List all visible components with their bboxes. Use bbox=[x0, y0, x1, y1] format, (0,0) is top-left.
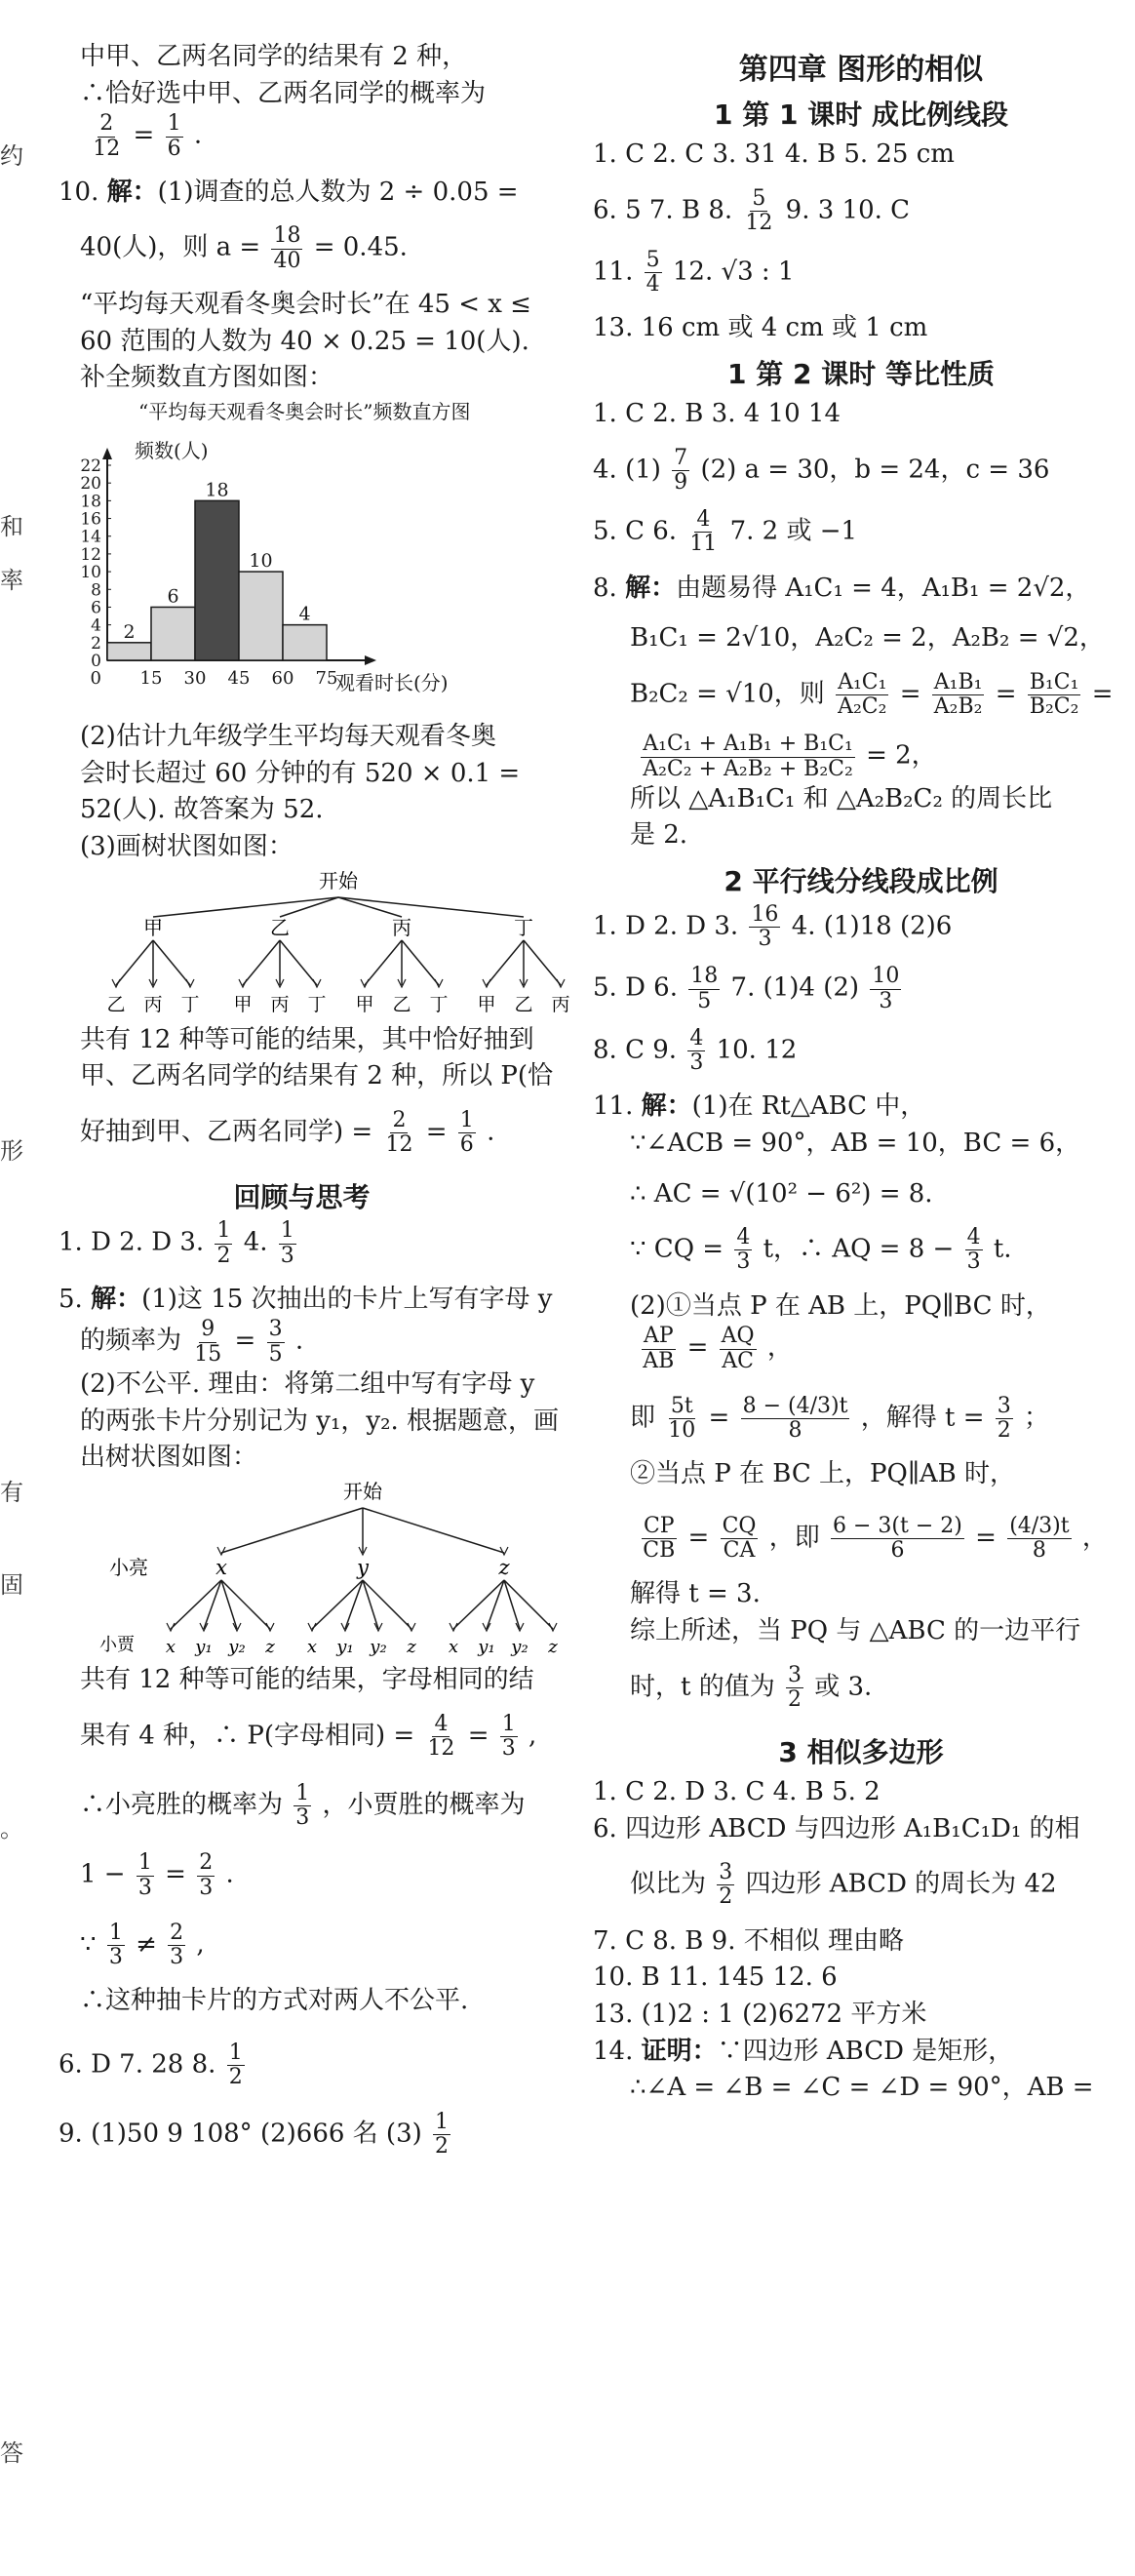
section-heading: 回顾与思考 bbox=[233, 1181, 371, 1214]
tree-leaf: z bbox=[407, 1636, 416, 1657]
edge-char: 有 bbox=[0, 1479, 23, 1506]
tree-arrow bbox=[435, 979, 443, 987]
x-tick-label: 45 bbox=[227, 667, 251, 689]
y-tick-label: 12 bbox=[80, 544, 101, 565]
tree-branch bbox=[221, 1508, 363, 1553]
x-axis-arrow bbox=[365, 655, 376, 665]
tree-leaf: y₂ bbox=[511, 1636, 528, 1657]
edge-char: 固 bbox=[0, 1571, 23, 1599]
question-8: 8. 解：由题易得 A₁C₁ = 4，A₁B₁ = 2√2， bbox=[593, 573, 1091, 603]
tree-arrow bbox=[112, 979, 120, 987]
y-axis-arrow bbox=[102, 448, 112, 459]
tree-arrow bbox=[557, 979, 565, 987]
tree-leaf: 甲 bbox=[477, 993, 496, 1015]
y-tick-label: 16 bbox=[80, 509, 101, 530]
edge-char: 和 bbox=[0, 513, 23, 540]
frequency-histogram bbox=[80, 397, 607, 719]
fraction: $\frac{18}{40}$ bbox=[273, 223, 301, 273]
y-axis-label: 频数(人) bbox=[135, 438, 209, 462]
tree-leaf: 甲 bbox=[355, 993, 374, 1015]
section-heading: 1 第 2 课时 等比性质 bbox=[727, 358, 995, 391]
fraction: $\frac{3}{2}$ bbox=[719, 1860, 733, 1910]
left-column: 中甲、乙两名同学的结果有 2 种， ∴恰好选中甲、乙两名同学的概率为 $\frac{2}{12}$ = $\frac{1}{6}$ . 10. 解：(1)调查的总人数为 2 ÷ 0.05 = 40(人)，则 a = $\frac{18}{40}$ = 0.45. “平均每天观看冬奥会时长”在 45 < x ≤ 60 范围的人数为 40 × 0.25 = 10(人). 补全频数直方图如图： “平均每天观看冬奥会时长”频数直方图 频数(人) 观看时长(分) 0 2 4 6 8 10 12 14 16 18 20 22 2 6 18 10 4 15 30 45 60 75 0 (2)估计九年级学生平均每天观看冬奥 会时长超过 60 分钟的有 520 × 0.1 = 52(人). 故答案为 52. (3)画树状图如图： 开始 甲 乙 丙 丁 乙 甲 丙 丁 丙 甲 乙 丁 丁 甲 乙 丙 共有 12 种等可能的结果，其中恰好抽到 甲、乙两名同学的结果有 2 种，所以 P(恰 好抽到甲、乙两名同学) = $\frac{2}{12}$ = $\frac{1}{6}$ . 回顾与思考 1. D 2. D 3. $\frac{1}{2}$ 4. $\frac{1}{3}$ 5. 解：(1)这 15 次抽出的卡片上写有字母 y 的频率为 $\frac{9}{15}$ = $\frac{3}{5}$ . (2)不公平. 理由：将第二组中写有字母 y 的两张卡片分别记为 y₁，y₂. 根据题意，画 出树状图如图： 开始 小亮 小贾 x x y₁ y₂ z y x y₁ y₂ z z x y₁ y₂ z 共有 12 种等可能的结果，字母相同的结 果有 4 种，∴ P(字母相同) = $\frac{4}{12}$ = $\frac{1}{3}$ , ∴小亮胜的概率为 $\frac{1}{3}$ ，小贾胜的概率为 1 − $\frac{1}{3}$ = $\frac{2}{3}$ . ∵ $\frac{1}{3}$ ≠ $\frac{2}{3}$ , ∴这种抽卡片的方式对两人不公平. 6. D 7. 28 8. $\frac{1}{2}$ 9. (1)50 9 108° (2)666 名 (3) $\frac{1}{2}$ bbox=[21, 39, 582, 2160]
fraction: $\frac{CP}{CB}$ bbox=[643, 1513, 676, 1563]
y-tick-label: 8 bbox=[91, 580, 101, 601]
y-tick-label: 10 bbox=[80, 562, 101, 582]
fraction: $\frac{1}{3}$ bbox=[137, 1850, 152, 1900]
y-tick-label: 0 bbox=[91, 651, 101, 671]
edge-char: 答 bbox=[0, 2439, 23, 2467]
edge-char: 约 bbox=[0, 142, 23, 170]
tree-leaf: 丙 bbox=[551, 993, 570, 1015]
question-10: 10. 解：(1)调查的总人数为 2 ÷ 0.05 = bbox=[59, 177, 519, 207]
fraction: $\frac{1}{2}$ bbox=[216, 1218, 231, 1268]
fraction: $\frac{5}{4}$ bbox=[646, 248, 660, 297]
fraction: $\frac{AP}{AB}$ bbox=[643, 1324, 675, 1373]
fraction: $\frac{5t}{10}$ bbox=[668, 1393, 696, 1443]
tree-branch bbox=[524, 940, 561, 985]
fraction: $\frac{\text{B₁C₁}}{\text{B₂C₂}}$ bbox=[1029, 669, 1079, 720]
tree-branch bbox=[365, 940, 402, 985]
fraction: $\frac{4}{3}$ bbox=[736, 1225, 751, 1275]
fraction: $\frac{2}{3}$ bbox=[199, 1850, 214, 1900]
y-tick-label: 2 bbox=[91, 633, 101, 654]
y-tick-label: 4 bbox=[91, 615, 101, 636]
histogram-bar bbox=[107, 643, 151, 660]
histogram-bar bbox=[283, 625, 327, 660]
section-heading: 3 相似多边形 bbox=[778, 1735, 944, 1768]
tree-diagram-students bbox=[80, 866, 607, 1022]
tree-leaf: x bbox=[448, 1636, 459, 1657]
tree-branch bbox=[243, 940, 280, 985]
tree-arrow bbox=[186, 979, 194, 987]
fraction: $\frac{\text{A₁C₁}}{\text{A₂C₂}}$ bbox=[838, 669, 887, 720]
fraction: $\frac{10}{3}$ bbox=[872, 964, 900, 1013]
tree-leaf: 甲 bbox=[233, 993, 253, 1015]
fraction: $\frac{7}{9}$ bbox=[674, 445, 688, 495]
y-tick-label: 20 bbox=[80, 474, 101, 495]
fraction: $\frac{4}{3}$ bbox=[966, 1225, 981, 1275]
fraction: $\frac{1}{3}$ bbox=[295, 1780, 310, 1831]
tree-branch bbox=[116, 940, 153, 985]
fraction: $\frac{6 - 3(t - 2)}{6}$ bbox=[833, 1513, 962, 1563]
fraction: $\frac{CQ}{CA}$ bbox=[722, 1513, 757, 1563]
tree-arrow bbox=[361, 979, 369, 987]
y-tick-label: 6 bbox=[91, 598, 101, 618]
tree-leaf: 丁 bbox=[180, 993, 200, 1015]
tree-node: y bbox=[357, 1555, 369, 1579]
tree-branch bbox=[345, 1580, 363, 1629]
tree-branch bbox=[338, 897, 524, 917]
fraction: $\frac{(4/3)t}{8}$ bbox=[1009, 1513, 1070, 1563]
fraction: $\frac{\text{A₁C₁ + A₁B₁ + B₁C₁}}{\text{A₂C₂ + A₂B₂ + B₂C₂}}$ bbox=[643, 732, 853, 781]
histogram-plot bbox=[80, 448, 376, 689]
x-tick-label: 60 bbox=[271, 667, 294, 689]
fraction: $\frac{2}{3}$ bbox=[170, 1920, 184, 1969]
fraction: $\frac{18}{5}$ bbox=[690, 964, 719, 1013]
tree-node: 丙 bbox=[392, 915, 411, 939]
tree-branch bbox=[487, 1580, 504, 1629]
question-5: 5. 解：(1)这 15 次抽出的卡片上写有字母 y bbox=[59, 1284, 553, 1314]
right-column: 第四章 图形的相似 1 第 1 课时 成比例线段 1. C 2. C 3. 31 4. B 5. 25 cm 6. 5 7. B 8. $\frac{5}{12}$ 9. 3 10. C 11. $\frac{5}{4}$ 12. √3 : 1 13. 16 cm 或 4 cm 或 1 cm 1 第 2 课时 等比性质 1. C 2. B 3. 4 10 14 4. (1) $\frac{7}{9}$ (2) a = 30，b = 24，c = 36 5. C 6. $\frac{4}{11}$ 7. 2 或 −1 8. 解：由题易得 A₁C₁ = 4，A₁B₁ = 2√2， B₁C₁ = 2√10，A₂C₂ = 2，A₂B₂ = √2， B₂C₂ = √10，则 $\frac{\text{A₁C₁}}{\text{A₂C₂}}$ = $\frac{\text{A₁B₁}}{\text{A₂B₂}}$ = $\frac{\text{B₁C₁}}{\text{B₂C₂}}$ = $\frac{\text{A₁C₁ + A₁B₁ + B₁C₁}}{\text{A₂C₂ + A₂B₂ + B₂C₂}}$ = 2， 所以 △A₁B₁C₁ 和 △A₂B₂C₂ 的周长比 是 2. 2 平行线分线段成比例 1. D 2. D 3. $\frac{16}{3}$ 4. (1)18 (2)6 5. D 6. $\frac{18}{5}$ 7. (1)4 (2) $\frac{10}{3}$ 8. C 9. $\frac{4}{3}$ 10. 12 11. 解：(1)在 Rt△ABC 中， ∵∠ACB = 90°，AB = 10，BC = 6， ∴ AC = √(10² − 6²) = 8. ∵ CQ = $\frac{4}{3}$ t，∴ AQ = 8 − $\frac{4}{3}$ t. (2)①当点 P 在 AB 上，PQ∥BC 时， $\frac{AP}{AB}$ = $\frac{AQ}{AC}$ ， 即 $\frac{5t}{10}$ = $\frac{8 - (4/3)t}{8}$ ，解得 t = $\frac{3}{2}$ ； ②当点 P 在 BC 上，PQ∥AB 时， $\frac{CP}{CB}$ = $\frac{CQ}{CA}$ ，即 $\frac{6 - 3(t - 2)}{6}$ = $\frac{(4/3)t}{8}$ ， 解得 t = 3. 综上所述，当 PQ 与 △ABC 的一边平行 时，t 的值为 $\frac{3}{2}$ 或 3. 3 相似多边形 1. C 2. D 3. C 4. B 5. 2 6. 四边形 ABCD 与四边形 A₁B₁C₁D₁ 的相 似比为 $\frac{3}{2}$ 四边形 ABCD 的周长为 42 7. C 8. B 9. 不相似 理由略 10. B 11. 145 12. 6 13. (1)2 : 1 (2)6272 平方米 14. 证明：∵四边形 ABCD 是矩形， ∴∠A = ∠B = ∠C = ∠D = 90°，AB = bbox=[593, 39, 1129, 2107]
tree-row-label: 小亮 bbox=[109, 1555, 148, 1579]
section-heading: 2 平行线分线段成比例 bbox=[724, 865, 998, 898]
edge-char: 。 bbox=[0, 1815, 23, 1843]
tree-branch bbox=[153, 940, 190, 985]
chapter-heading: 第四章 图形的相似 bbox=[738, 53, 984, 87]
y-tick-label: 22 bbox=[80, 456, 101, 476]
fraction: $\frac{1}{2}$ bbox=[435, 2110, 450, 2160]
bar-value-label: 18 bbox=[205, 479, 229, 501]
tree-row-label: 小贾 bbox=[99, 1634, 135, 1655]
fraction: $\frac{\text{A₁B₁}}{\text{A₂B₂}}$ bbox=[933, 669, 983, 720]
fraction: $\frac{16}{3}$ bbox=[751, 902, 779, 952]
tree-leaf: 乙 bbox=[392, 993, 411, 1015]
tree-leaf: x bbox=[165, 1636, 176, 1657]
tree-branch bbox=[171, 1580, 221, 1629]
tree-leaf: 丙 bbox=[270, 993, 290, 1015]
tree-root: 开始 bbox=[343, 1479, 382, 1503]
tree-arrow bbox=[313, 979, 321, 987]
bar-value-label: 10 bbox=[249, 549, 273, 572]
tree-branch bbox=[280, 940, 317, 985]
tree-node: 丁 bbox=[514, 915, 533, 939]
histogram-bar bbox=[195, 500, 239, 660]
left-margin-cut-text bbox=[0, 0, 23, 2576]
fraction: $\frac{3}{2}$ bbox=[997, 1393, 1011, 1443]
fraction: $\frac{9}{15}$ bbox=[194, 1317, 222, 1367]
origin-label: 0 bbox=[90, 667, 101, 689]
x-axis-label: 观看时长(分) bbox=[335, 670, 449, 694]
x-tick-label: 75 bbox=[315, 667, 338, 689]
tree-leaf: y₂ bbox=[228, 1636, 246, 1657]
tree-leaf: z bbox=[548, 1636, 558, 1657]
tree-branch bbox=[402, 940, 439, 985]
edge-char: 形 bbox=[0, 1137, 23, 1165]
tree-branch bbox=[312, 1580, 363, 1629]
tree-node: 乙 bbox=[270, 915, 290, 939]
fraction: $\frac{1}{3}$ bbox=[280, 1218, 294, 1268]
fraction: $\frac{3}{2}$ bbox=[787, 1662, 802, 1712]
fraction: $\frac{2}{12}$ bbox=[93, 111, 121, 161]
x-tick-label: 30 bbox=[183, 667, 207, 689]
tree-arrow bbox=[239, 979, 247, 987]
fraction: $\frac{8 - (4/3)t}{8}$ bbox=[742, 1393, 848, 1443]
section-heading: 1 第 1 课时 成比例线段 bbox=[714, 99, 1008, 131]
tree-branch bbox=[363, 1508, 504, 1553]
tree-node: x bbox=[215, 1555, 227, 1579]
chart-title: “平均每天观看冬奥会时长”频数直方图 bbox=[138, 399, 471, 423]
tree-leaf: y₁ bbox=[478, 1636, 495, 1657]
tree-node: 甲 bbox=[143, 915, 163, 939]
tree-leaf: 乙 bbox=[514, 993, 533, 1015]
tree-arrow bbox=[500, 1547, 508, 1555]
tree-leaf: y₁ bbox=[195, 1636, 213, 1657]
tree-leaf: 丁 bbox=[429, 993, 449, 1015]
tree-leaf: y₂ bbox=[370, 1636, 387, 1657]
tree-branch bbox=[204, 1580, 221, 1629]
fraction: $\frac{3}{5}$ bbox=[268, 1317, 283, 1367]
fraction: $\frac{4}{11}$ bbox=[689, 507, 718, 557]
tree-node: z bbox=[498, 1555, 510, 1579]
histogram-bar bbox=[239, 572, 283, 660]
tree-leaf: y₁ bbox=[336, 1636, 354, 1657]
fraction: $\frac{1}{3}$ bbox=[108, 1920, 123, 1969]
bar-value-label: 6 bbox=[167, 585, 179, 608]
bar-value-label: 4 bbox=[298, 603, 311, 625]
fraction: $\frac{2}{12}$ bbox=[385, 1108, 413, 1158]
tree-arrow bbox=[483, 979, 490, 987]
bar-value-label: 2 bbox=[123, 620, 136, 643]
tree-leaf: 丙 bbox=[143, 993, 163, 1015]
tree-branch bbox=[453, 1580, 504, 1629]
fraction: $\frac{1}{2}$ bbox=[228, 2040, 243, 2089]
y-tick-label: 18 bbox=[80, 492, 101, 512]
x-tick-label: 15 bbox=[139, 667, 163, 689]
y-tick-label: 14 bbox=[80, 527, 101, 547]
tree-diagram-cards bbox=[80, 1477, 607, 1662]
fraction: $\frac{4}{3}$ bbox=[689, 1025, 704, 1075]
tree-leaf: 乙 bbox=[106, 993, 126, 1015]
fraction: $\frac{1}{6}$ bbox=[167, 111, 181, 161]
fraction: $\frac{4}{12}$ bbox=[427, 1711, 455, 1761]
fraction: $\frac{AQ}{AC}$ bbox=[721, 1324, 755, 1373]
fraction: $\frac{1}{6}$ bbox=[459, 1108, 474, 1158]
edge-char: 率 bbox=[0, 567, 23, 594]
tree-root: 开始 bbox=[319, 868, 358, 892]
question-11: 11. 解：(1)在 Rt△ABC 中， bbox=[593, 1091, 926, 1122]
tree-leaf: x bbox=[306, 1636, 318, 1657]
tree-branch bbox=[487, 940, 524, 985]
tree-arrow bbox=[217, 1547, 225, 1555]
fraction: $\frac{1}{3}$ bbox=[501, 1711, 516, 1761]
tree-leaf: z bbox=[265, 1636, 275, 1657]
fraction: $\frac{5}{12}$ bbox=[745, 185, 773, 235]
tree-leaf: 丁 bbox=[307, 993, 327, 1015]
histogram-bar bbox=[151, 607, 195, 660]
